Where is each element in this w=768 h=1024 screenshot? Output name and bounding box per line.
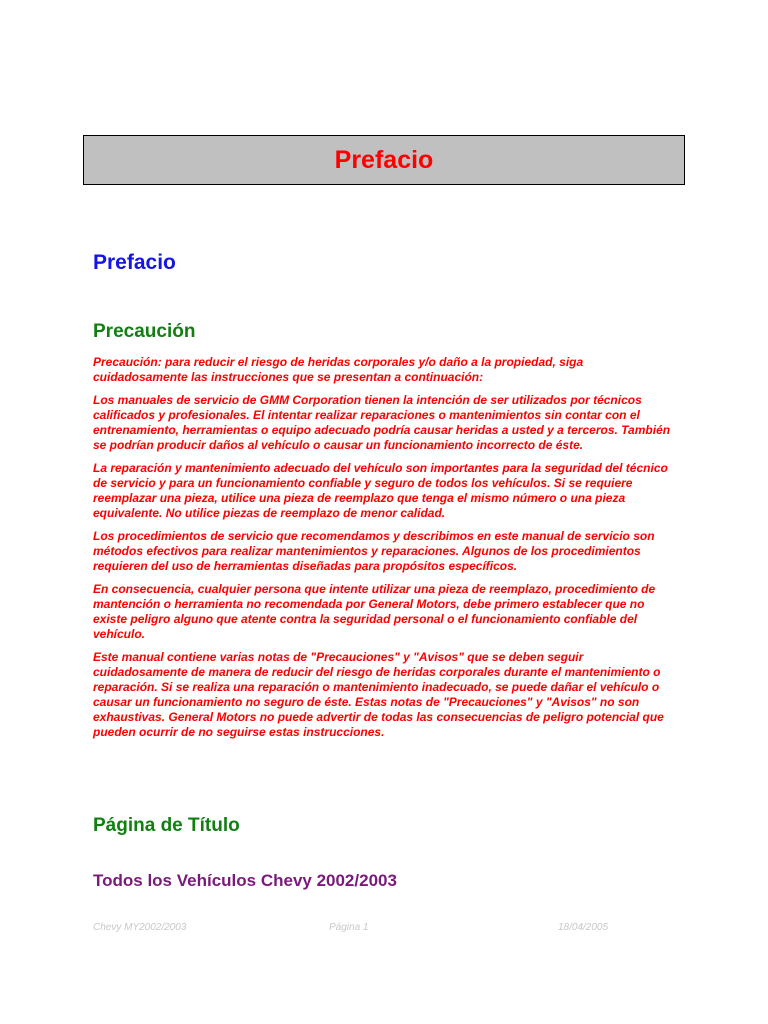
paragraph: Los manuales de servicio de GMM Corporation tienen la intención de ser utilizados por técnicos calificados y profesionales. El intentar realizar reparaciones o mantenimientos sin contar con el entrenamiento, herramientas o equipo adecuado podría causar heridas a usted y a terceros. También se podrían producir daños al vehículo o causar un funcionamiento incorrecto de éste.	[93, 393, 671, 452]
title-page-heading: Página de Título	[93, 815, 240, 836]
paragraph: La reparación y mantenimiento adecuado del vehículo son importantes para la seguridad del técnico de servicio y para un funcionamiento confiable y seguro de todos los vehículos. Si se requiere reemplazar una pieza, utilice una pieza de reemplazo que tenga el mismo número o una pieza equivalente. No utilice piezas de reemplazo de menor calidad.	[93, 461, 668, 520]
preface-heading: Prefacio	[93, 251, 176, 274]
footer-date: 18/04/2005	[558, 922, 609, 933]
footer-model: Chevy MY2002/2003	[93, 922, 187, 933]
paragraph: En consecuencia, cualquier persona que intente utilizar una pieza de reemplazo, procedimiento de mantención o herramienta no recomendada por General Motors, debe primero establecer que no existe peligro alguno que atente contra la seguridad personal o el funcionamiento confiable del vehículo.	[93, 582, 656, 641]
vehicles-heading: Todos los Vehículos Chevy 2002/2003	[93, 871, 397, 890]
page-footer	[0, 922, 768, 938]
paragraph: Los procedimientos de servicio que recomendamos y describimos en este manual de servicio son métodos efectivos para realizar mantenimientos y reparaciones. Algunos de los procedimientos requieren del uso de herramientas diseñadas para propósitos específicos.	[93, 529, 655, 573]
paragraph: Precaución: para reducir el riesgo de heridas corporales y/o daño a la propiedad, siga cuidadosamente las instrucciones que se presentan a continuación:	[93, 355, 584, 384]
document-title: Prefacio	[334, 145, 434, 174]
caution-body	[93, 355, 678, 748]
caution-heading: Precaución	[93, 321, 196, 342]
footer-page-number: Página 1	[329, 922, 369, 933]
paragraph: Este manual contiene varias notas de "Precauciones" y "Avisos" que se deben seguir cuidadosamente de manera de reducir del riesgo de heridas corporales durante el mantenimiento o reparación. Si se realiza una reparación o mantenimiento inadecuado, se puede dañar el vehículo o causar un funcionamiento no seguro de éste. Estas notas de "Precauciones" y "Avisos" no son exhaustivas. General Motors no puede advertir de todas las consecuencias de peligro potencial que pueden ocurrir de no seguirse estas instrucciones.	[93, 650, 664, 739]
title-banner	[83, 135, 685, 185]
